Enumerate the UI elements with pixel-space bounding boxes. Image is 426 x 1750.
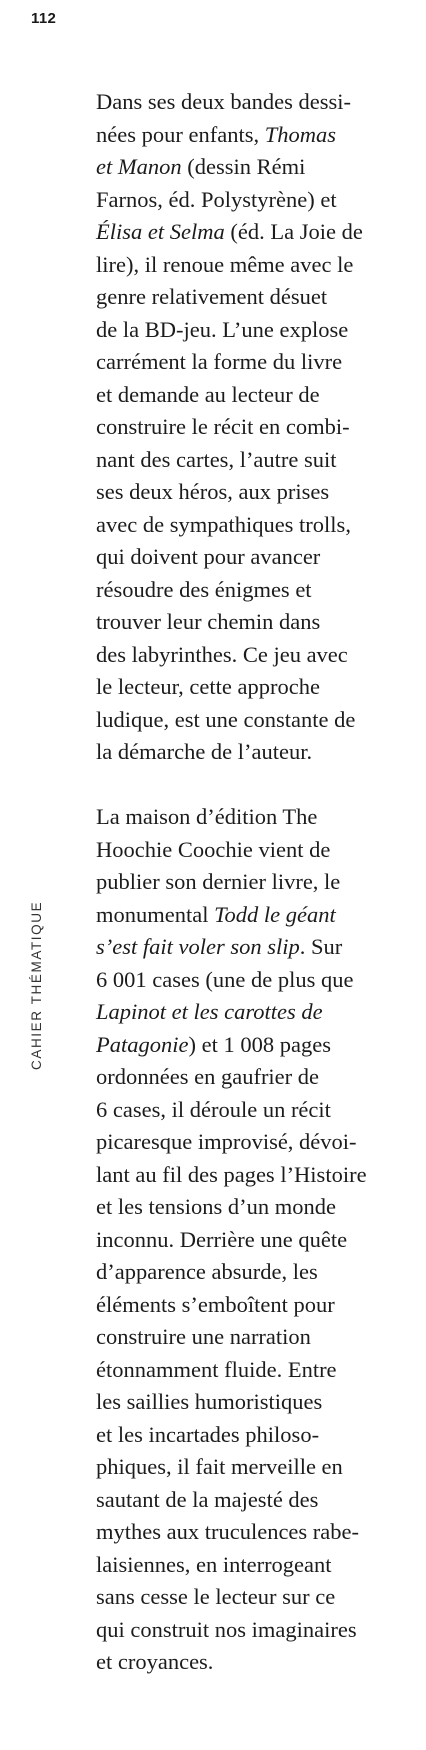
text-line xyxy=(96,444,414,477)
text-segment: publier son dernier livre, le xyxy=(96,869,341,894)
text-segment: ) et 1 008 pages xyxy=(188,1031,331,1057)
text-segment: qui construit nos imaginaires xyxy=(96,1616,357,1642)
text-segment: carrément la forme du livre xyxy=(96,349,343,374)
text-line xyxy=(96,346,414,379)
text-line xyxy=(96,509,414,542)
italic-title-text: et Manon xyxy=(96,154,182,179)
italic-title-text: Patagonie xyxy=(96,1031,189,1057)
text-segment: lire), il renoue même avec le xyxy=(96,251,354,277)
text-segment: qui doivent pour avancer xyxy=(96,544,321,569)
text-line xyxy=(96,411,414,444)
text-segment: sans cesse le lecteur sur ce xyxy=(96,1584,336,1609)
paragraph xyxy=(96,86,414,769)
text-line xyxy=(96,1646,414,1679)
text-line xyxy=(96,1126,414,1159)
text-segment: les saillies humoristiques xyxy=(96,1389,323,1414)
text-segment: lant au fil des pages l’Histoire xyxy=(96,1161,367,1187)
text-segment: ludique, est une constante de xyxy=(96,706,356,732)
article-body xyxy=(96,86,414,1679)
text-line xyxy=(96,119,414,152)
text-line xyxy=(96,801,414,834)
text-line xyxy=(96,249,414,282)
italic-title-text: s’est fait voler son slip xyxy=(96,934,300,959)
section-label: CAHIER THÉMATIQUE xyxy=(29,900,44,1070)
text-segment: avec de sympathiques trolls, xyxy=(96,511,351,537)
italic-title-text: Lapinot et les carottes de xyxy=(96,999,323,1024)
text-line xyxy=(96,866,414,899)
italic-title-text: Élisa et Selma xyxy=(96,219,225,244)
text-line xyxy=(96,1029,414,1062)
text-line xyxy=(96,476,414,509)
text-line xyxy=(96,1451,414,1484)
text-line xyxy=(96,541,414,574)
text-segment: (dessin Rémi xyxy=(181,154,306,179)
text-segment: étonnamment fluide. Entre xyxy=(96,1356,337,1382)
text-segment: laisiennes, en interrogeant xyxy=(96,1551,332,1577)
text-segment: (éd. La Joie de xyxy=(224,219,363,244)
text-line xyxy=(96,1354,414,1387)
text-line xyxy=(96,281,414,314)
page-number: 112 xyxy=(31,10,57,27)
text-line xyxy=(96,964,414,997)
text-line xyxy=(96,899,414,932)
text-segment: le lecteur, cette approche xyxy=(96,674,320,699)
text-segment: . Sur xyxy=(299,934,343,959)
text-line xyxy=(96,931,414,964)
text-line xyxy=(96,86,414,119)
text-line xyxy=(96,151,414,184)
text-segment: résoudre des énigmes et xyxy=(96,576,312,602)
italic-title-text: Thomas xyxy=(264,121,336,147)
text-line xyxy=(96,1321,414,1354)
text-line xyxy=(96,1061,414,1094)
paragraph-gap xyxy=(96,769,414,802)
text-line xyxy=(96,1581,414,1614)
text-segment: de la BD-jeu. L’une explose xyxy=(96,316,349,342)
text-line xyxy=(96,1094,414,1127)
text-line xyxy=(96,216,414,249)
text-line xyxy=(96,1386,414,1419)
text-segment: monumental xyxy=(96,901,215,927)
text-segment: éléments s’emboîtent pour xyxy=(96,1291,335,1317)
text-segment: et les incartades philoso- xyxy=(96,1421,320,1447)
text-line xyxy=(96,1159,414,1192)
text-segment: 6 001 cases (une de plus que xyxy=(96,966,354,992)
text-segment: Dans ses deux bandes dessi- xyxy=(96,89,351,114)
paragraph xyxy=(96,801,414,1679)
text-line xyxy=(96,1191,414,1224)
text-line xyxy=(96,1256,414,1289)
text-segment: la démarche de l’auteur. xyxy=(96,739,313,764)
text-segment: ses deux héros, aux prises xyxy=(96,479,330,504)
text-segment: trouver leur chemin dans xyxy=(96,609,321,634)
italic-title-text: Todd le géant xyxy=(214,901,336,927)
text-segment: nant des cartes, l’autre suit xyxy=(96,446,337,472)
text-line xyxy=(96,314,414,347)
text-line xyxy=(96,1614,414,1647)
text-segment: Farnos, éd. Polystyrène) et xyxy=(96,186,337,212)
text-segment: et demande au lecteur de xyxy=(96,381,320,407)
text-line xyxy=(96,736,414,769)
text-segment: genre relativement désuet xyxy=(96,284,328,309)
text-segment: des labyrinthes. Ce jeu avec xyxy=(96,641,348,667)
text-line xyxy=(96,671,414,704)
text-line xyxy=(96,639,414,672)
text-line xyxy=(96,1419,414,1452)
text-segment: construire une narration xyxy=(96,1324,311,1349)
text-line xyxy=(96,574,414,607)
text-segment: La maison d’édition The xyxy=(96,804,318,829)
text-line xyxy=(96,704,414,737)
text-line xyxy=(96,1484,414,1517)
text-segment: sautant de la majesté des xyxy=(96,1486,319,1512)
text-segment: et les tensions d’un monde xyxy=(96,1194,336,1219)
text-segment: mythes aux truculences rabe- xyxy=(96,1519,360,1544)
text-segment: picaresque improvisé, dévoi- xyxy=(96,1129,357,1154)
text-segment: ordonnées en gaufrier de xyxy=(96,1064,320,1089)
text-segment: Hoochie Coochie vient de xyxy=(96,836,331,862)
text-line xyxy=(96,1224,414,1257)
text-segment: inconnu. Derrière une quête xyxy=(96,1226,348,1252)
text-segment: 6 cases, il déroule un récit xyxy=(96,1096,331,1122)
text-line xyxy=(96,184,414,217)
text-line xyxy=(96,1289,414,1322)
text-segment: d’apparence absurde, les xyxy=(96,1259,318,1284)
text-segment: construire le récit en combi- xyxy=(96,414,350,439)
text-segment: et croyances. xyxy=(96,1649,214,1674)
text-segment: phiques, il fait merveille en xyxy=(96,1454,343,1479)
text-line xyxy=(96,996,414,1029)
text-line xyxy=(96,606,414,639)
text-segment: nées pour enfants, xyxy=(96,121,265,147)
text-line xyxy=(96,379,414,412)
text-line xyxy=(96,1516,414,1549)
text-line xyxy=(96,834,414,867)
text-line xyxy=(96,1549,414,1582)
